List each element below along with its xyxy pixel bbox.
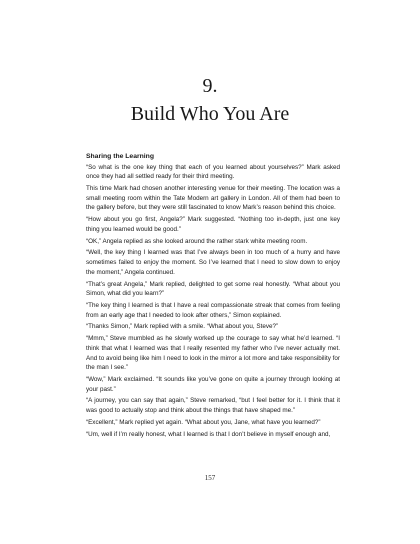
chapter-title: Build Who You Are	[130, 103, 290, 125]
section-heading: Sharing the Learning	[86, 153, 154, 160]
paragraph: “OK,” Angela replied as she looked around the rather stark white meeting room.	[86, 237, 308, 245]
paragraph: “Um, well if I’m really honest, what I learned is that I don’t believe in myself enough and,	[86, 430, 331, 438]
paragraph: “How about you go first, Angela?” Mark suggested. “Nothing too in-depth, just one key thing you learned would be good.”	[86, 216, 340, 233]
paragraph: “Excellent,” Mark replied yet again. “What about you, Jane, what have you learned?”	[86, 418, 321, 426]
paragraph: “Wow,” Mark exclaimed. “It sounds like you’ve gone on quite a journey through looking at your past.”	[86, 376, 340, 393]
page-number: 157	[204, 474, 216, 482]
paragraph: “So what is the one key thing that each of you learned about yourselves?” Mark asked once they had all settled ready for their third meeting.	[86, 163, 340, 181]
paragraph: This time Mark had chosen another interesting venue for their meeting. The location was a small meeting room within the Tate Modern art gallery in London. All of them had been to the gallery before, but they were still fascinated to know Mark’s reason behind this choice.	[86, 185, 340, 212]
paragraph: “A journey, you can say that again,” Steve remarked, “but I feel better for it. I think that it was good to actually stop and think about the things that have shaped me.”	[86, 397, 340, 415]
paragraph: “The key thing I learned is that I have a real compassionate streak that comes from feeling from an early age that I needed to look after others,” Simon explained.	[86, 302, 340, 319]
paragraph: “Mmm,” Steve mumbled as he slowly worked up the courage to say what he’d learned. “I think that what I learned was that I really resented my father who I’ve never actually met. And to avoid being like him I need to look in the mirror a lot more and take responsibility for the man I see.”	[86, 335, 340, 372]
body-text	[86, 152, 340, 442]
paragraph: “Well, the key thing I learned was that I’ve always been in too much of a hurry and have sometimes failed to enjoy the moment. So I’ve learned that I need to slow down to enjoy the moment,” Angela continued.	[86, 249, 340, 276]
paragraph: “That’s great Angela,” Mark replied, delighted to get some real honestly. “What about you Simon, what did you learn?”	[86, 280, 340, 298]
chapter-number: 9.	[202, 75, 218, 97]
paragraph: “Thanks Simon,” Mark replied with a smile. “What about you, Steve?”	[86, 323, 279, 331]
